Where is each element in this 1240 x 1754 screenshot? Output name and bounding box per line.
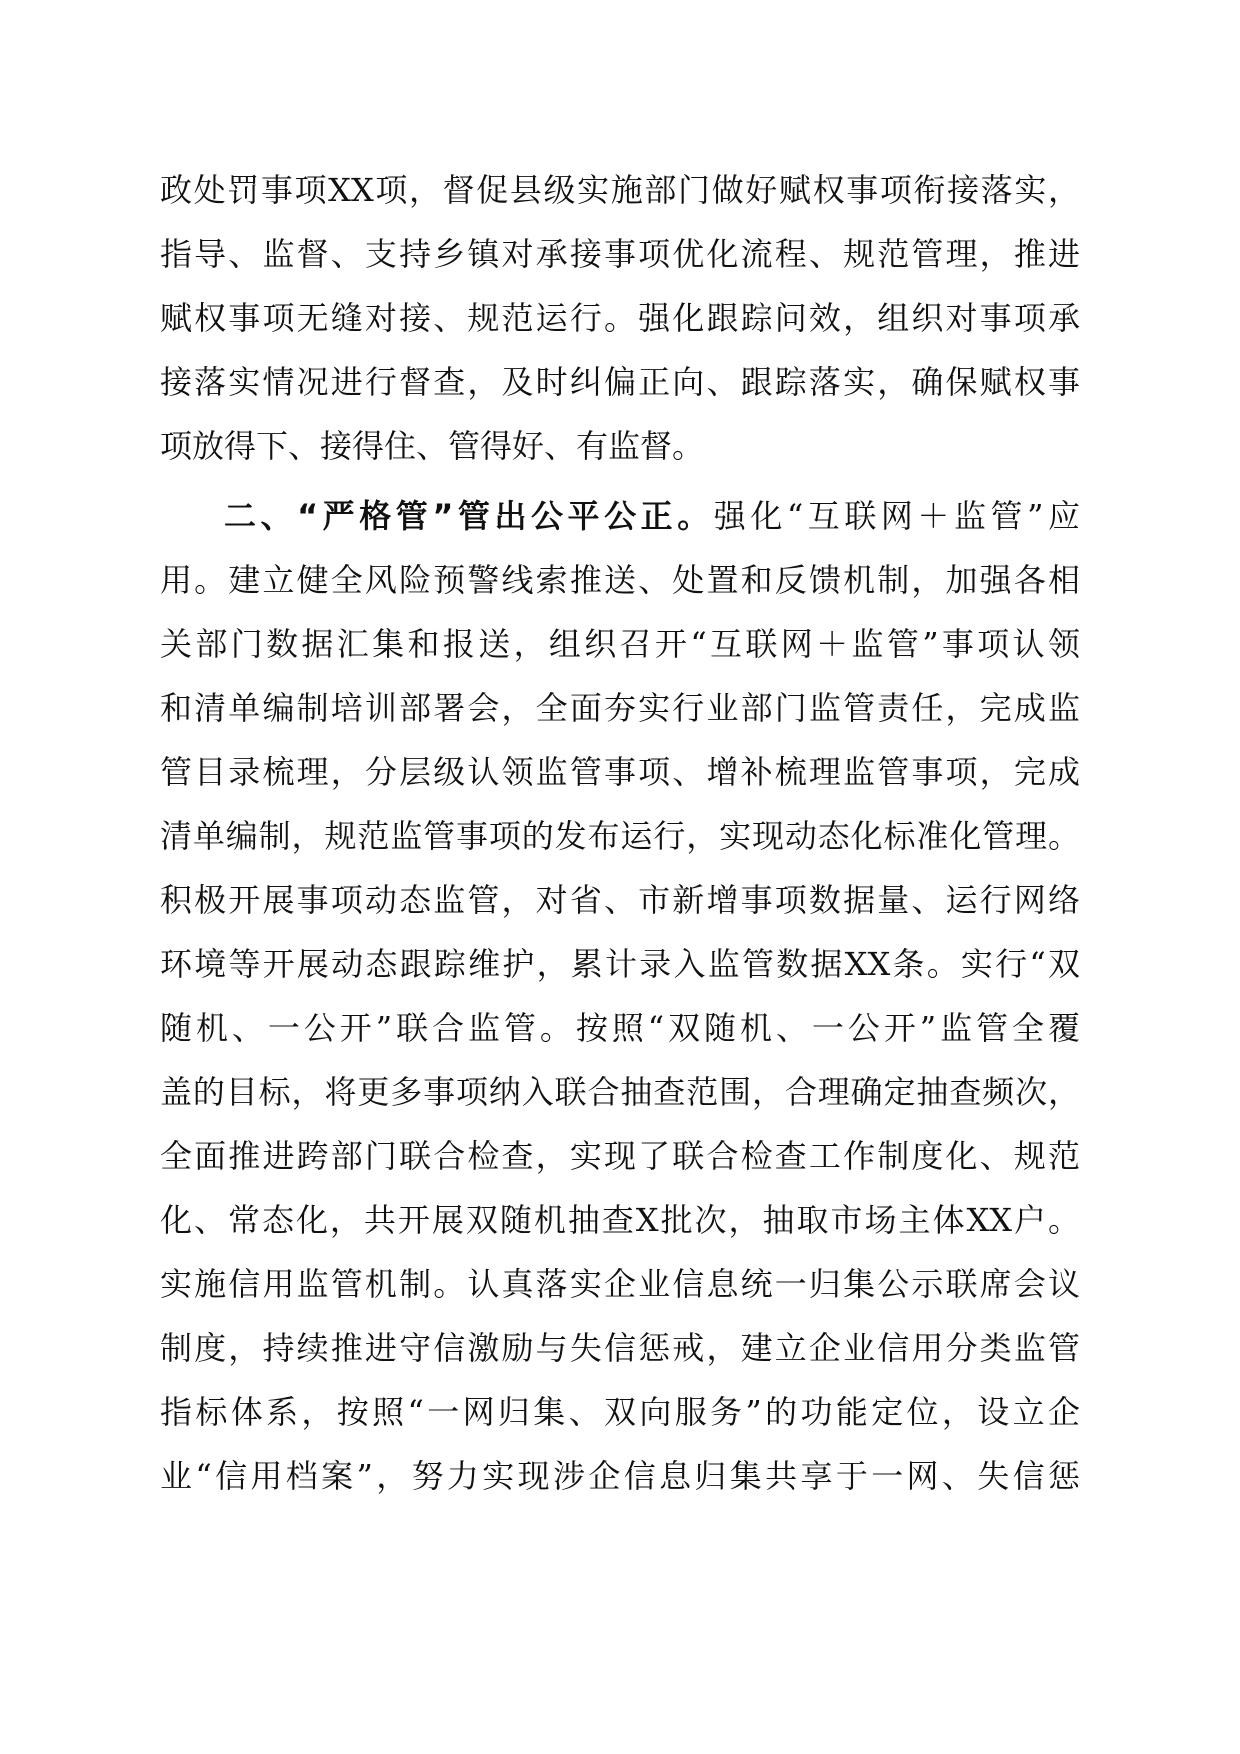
text-line: 实施信用监管机制。认真落实企业信息统一归集公示联席会议 bbox=[160, 1265, 1080, 1303]
heading-line-text: 强化“互联网＋监管”应 bbox=[713, 497, 1080, 535]
text-line: 随机、一公开”联合监管。按照“双随机、一公开”监管全覆 bbox=[160, 1009, 1080, 1047]
text-line: 环境等开展动态跟踪维护，累计录入监管数据XX条。实行“双 bbox=[160, 945, 1080, 983]
text-line: 政处罚事项XX项，督促县级实施部门做好赋权事项衔接落实， bbox=[160, 171, 1080, 209]
text-line: 指导、监督、支持乡镇对承接事项优化流程、规范管理，推进 bbox=[160, 235, 1080, 273]
text-line: 项放得下、接得住、管得好、有监督。 bbox=[160, 427, 705, 465]
text-line: 和清单编制培训部署会，全面夯实行业部门监管责任，完成监 bbox=[160, 689, 1080, 727]
text-line: 接落实情况进行督查，及时纠偏正向、跟踪落实，确保赋权事 bbox=[160, 363, 1080, 401]
text-line: 关部门数据汇集和报送，组织召开“互联网＋监管”事项认领 bbox=[160, 625, 1080, 663]
text-line: 用。建立健全风险预警线索推送、处置和反馈机制，加强各相 bbox=[160, 561, 1080, 599]
text-line: 制度，持续推进守信激励与失信惩戒，建立企业信用分类监管 bbox=[160, 1329, 1080, 1367]
text-line: 管目录梳理，分层级认领监管事项、增补梳理监管事项，完成 bbox=[160, 753, 1080, 791]
text-line: 指标体系，按照“一网归集、双向服务”的功能定位，设立企 bbox=[160, 1393, 1080, 1431]
text-line: 化、常态化，共开展双随机抽查X批次，抽取市场主体XX户。 bbox=[160, 1201, 1080, 1239]
section-heading: 二、“严格管”管出公平公正。 bbox=[224, 497, 714, 535]
section-heading-line bbox=[224, 496, 1080, 536]
text-line: 赋权事项无缝对接、规范运行。强化跟踪问效，组织对事项承 bbox=[160, 299, 1080, 337]
text-line: 盖的目标，将更多事项纳入联合抽查范围，合理确定抽查频次， bbox=[160, 1073, 1080, 1111]
text-line: 全面推进跨部门联合检查，实现了联合检查工作制度化、规范 bbox=[160, 1137, 1080, 1175]
text-line: 业“信用档案”，努力实现涉企信息归集共享于一网、失信惩 bbox=[160, 1457, 1080, 1495]
text-line: 积极开展事项动态监管，对省、市新增事项数据量、运行网络 bbox=[160, 881, 1080, 919]
text-line: 清单编制，规范监管事项的发布运行，实现动态化标准化管理。 bbox=[160, 817, 1080, 855]
